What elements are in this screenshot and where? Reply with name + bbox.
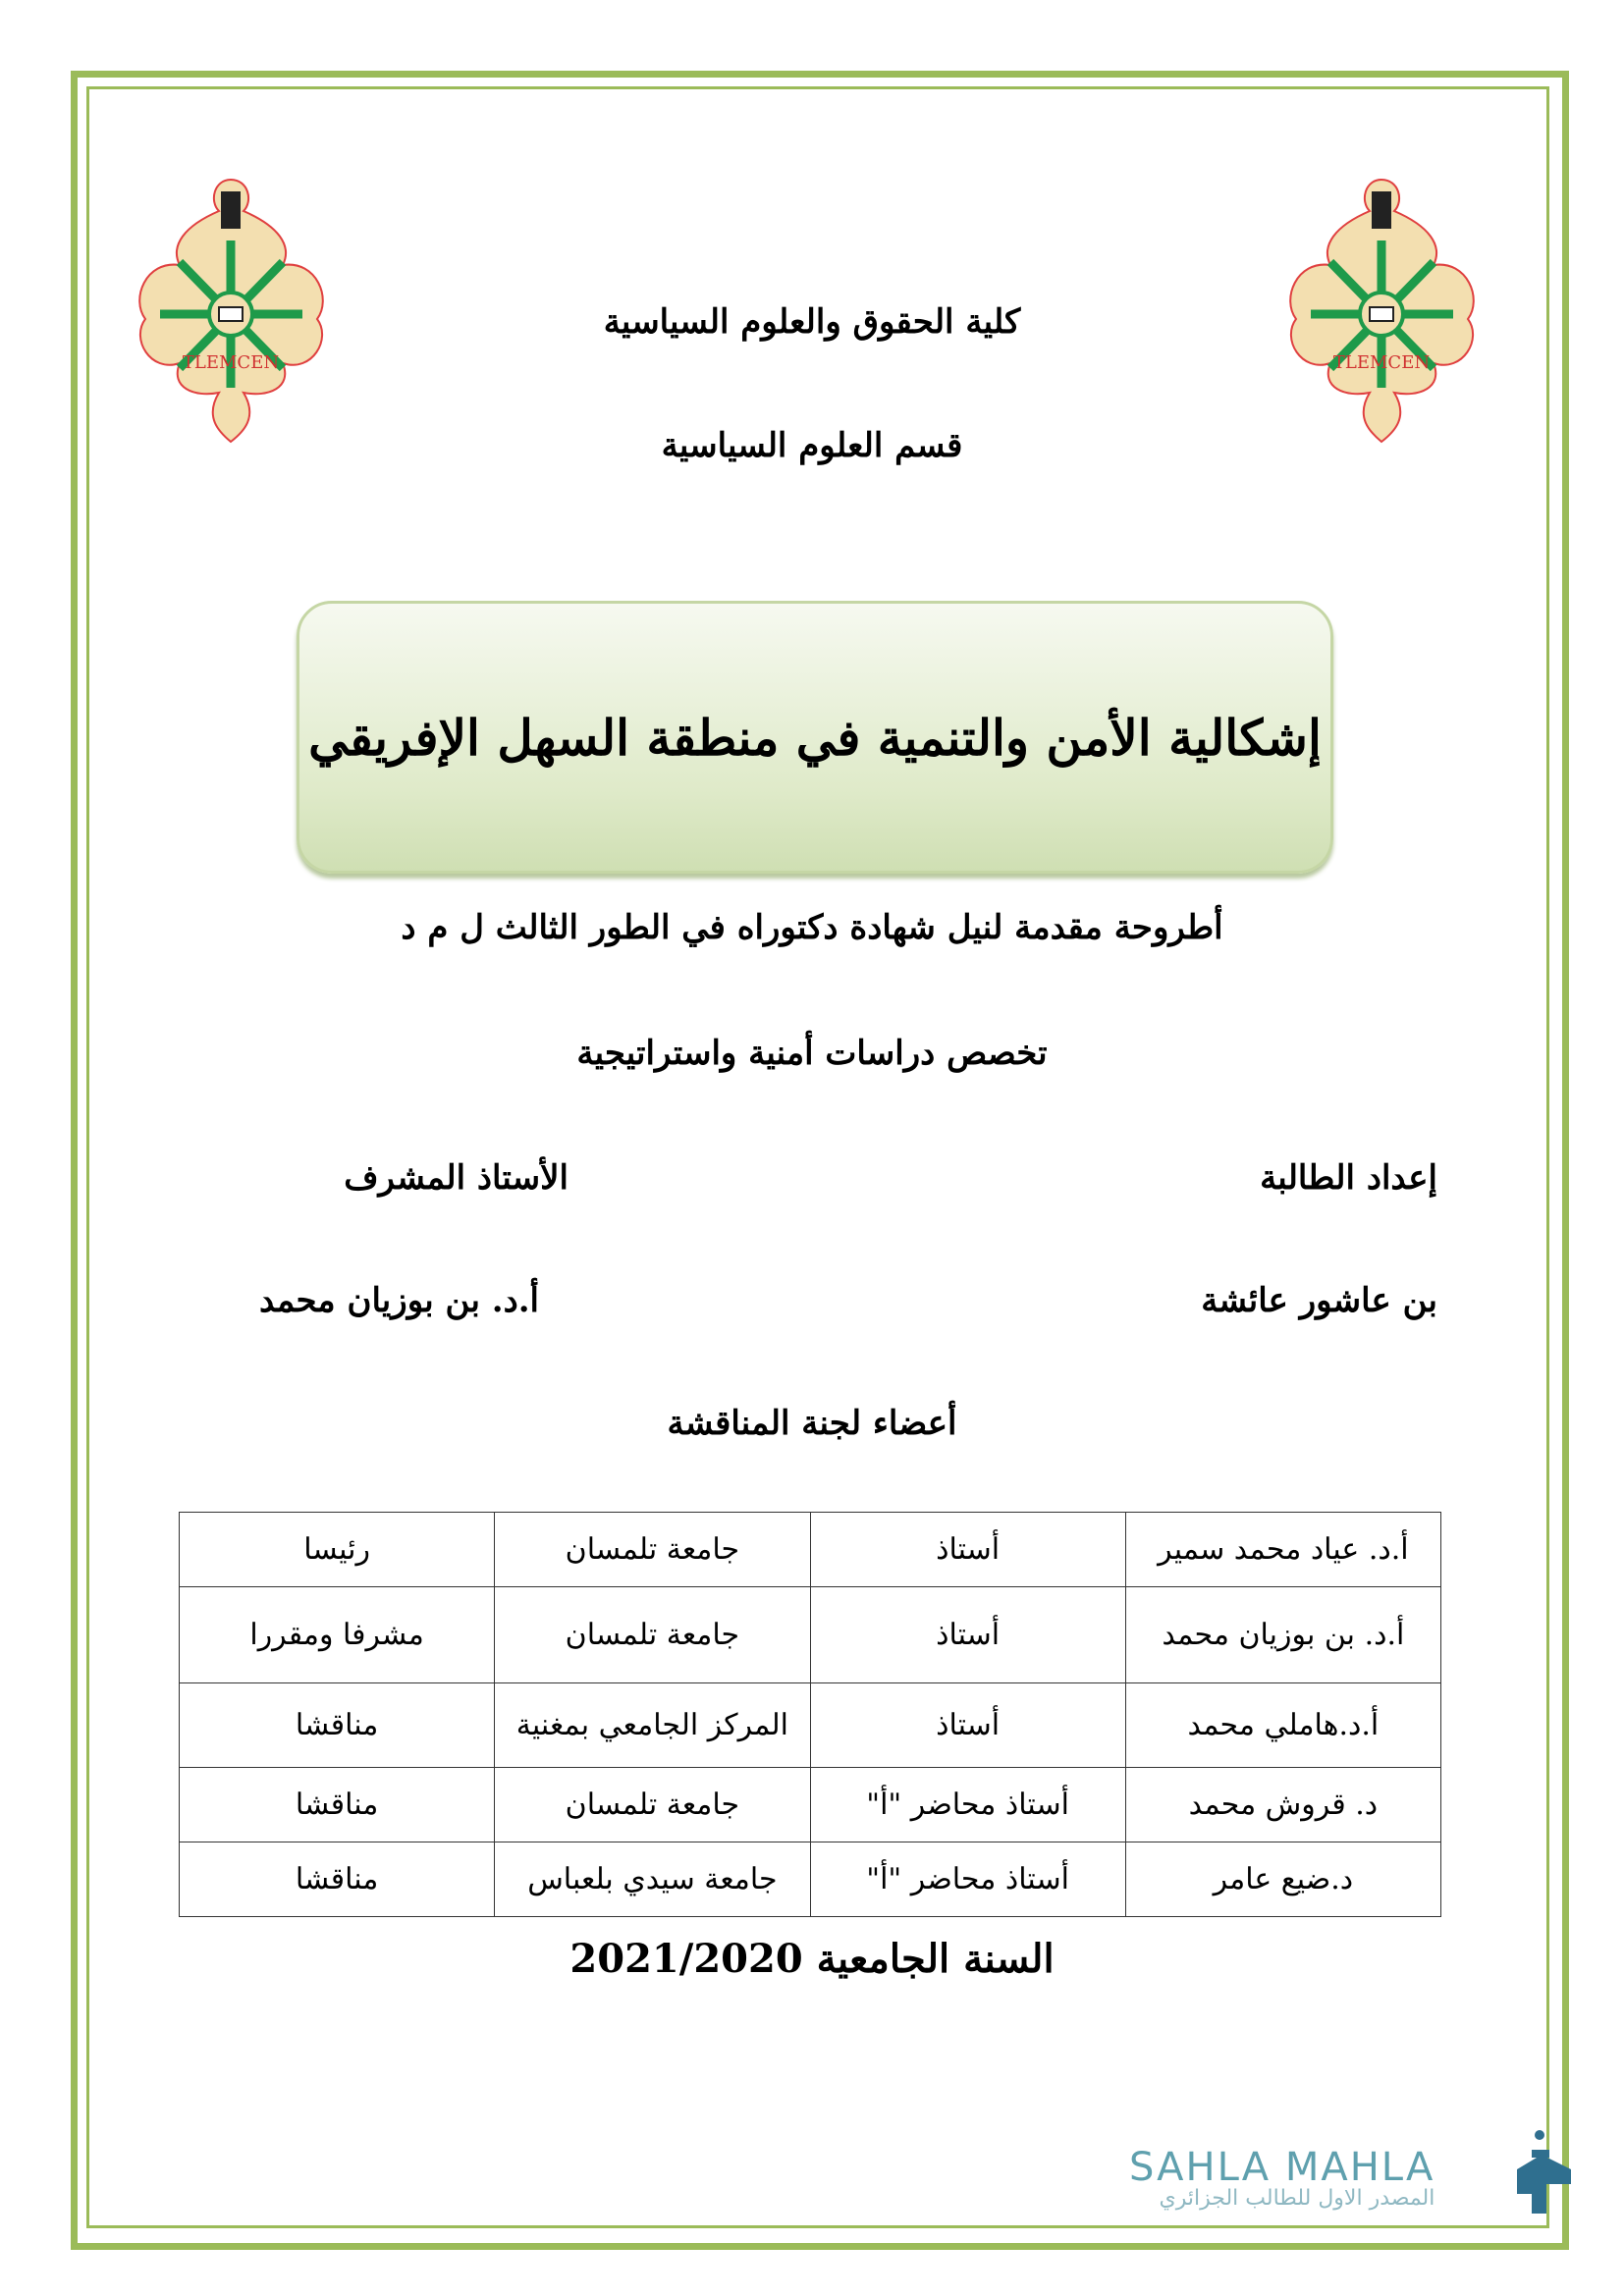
member-role: مناقشا — [180, 1842, 495, 1917]
watermark-name: SAHLA MAHLA — [1129, 2145, 1435, 2190]
student-name: بن عاشور عائشة — [1201, 1281, 1437, 1320]
committee-heading: أعضاء لجنة المناقشة — [667, 1404, 957, 1443]
thesis-title-box — [297, 601, 1333, 874]
academic-year: السنة الجامعية 2021/2020 — [569, 1936, 1055, 1982]
member-role: رئيسا — [180, 1513, 495, 1587]
member-name: أ.د. عياد محمد سمير — [1125, 1513, 1440, 1587]
member-name: د. قروش محمد — [1125, 1768, 1440, 1842]
faculty-name: كلية الحقوق والعلوم السياسية — [603, 302, 1021, 342]
student-label: إعداد الطالبة — [1260, 1158, 1437, 1198]
member-institution: جامعة تلمسان — [495, 1513, 810, 1587]
table-row — [180, 1683, 1441, 1768]
sahla-mahla-logo-icon — [1512, 2125, 1581, 2223]
member-name: أ.د.هاملي محمد — [1125, 1683, 1440, 1768]
member-name: د.ضيع عامر — [1125, 1842, 1440, 1917]
supervisor-label: الأستاذ المشرف — [344, 1158, 568, 1198]
member-institution: جامعة تلمسان — [495, 1587, 810, 1683]
member-rank: أستاذ — [810, 1513, 1125, 1587]
table-row — [180, 1587, 1441, 1683]
sahla-mahla-watermark — [1129, 2145, 1435, 2211]
member-institution: المركز الجامعي بمغنية — [495, 1683, 810, 1768]
table-row — [180, 1513, 1441, 1587]
department-name: قسم العلوم السياسية — [661, 426, 963, 465]
member-rank: أستاذ محاضر "أ" — [810, 1768, 1125, 1842]
thesis-title: إشكالية الأمن والتنمية في منطقة السهل الإفريقي — [308, 708, 1322, 767]
supervisor-name: أ.د. بن بوزيان محمد — [258, 1281, 539, 1320]
member-rank: أستاذ محاضر "أ" — [810, 1842, 1125, 1917]
member-rank: أستاذ — [810, 1683, 1125, 1768]
svg-text:TLEMCEN: TLEMCEN — [182, 352, 280, 373]
member-rank: أستاذ — [810, 1587, 1125, 1683]
member-role: مشرفا ومقررا — [180, 1587, 495, 1683]
member-name: أ.د. بن بوزيان محمد — [1125, 1587, 1440, 1683]
member-role: مناقشا — [180, 1683, 495, 1768]
table-row — [180, 1768, 1441, 1842]
member-institution: جامعة تلمسان — [495, 1768, 810, 1842]
thesis-subtitle: أطروحة مقدمة لنيل شهادة دكتوراه في الطور الثالث ل م د — [401, 908, 1223, 947]
member-institution: جامعة سيدي بلعباس — [495, 1842, 810, 1917]
specialty: تخصص دراسات أمنية واستراتيجية — [576, 1034, 1048, 1073]
member-role: مناقشا — [180, 1768, 495, 1842]
watermark-tagline: المصدر الاول للطالب الجزائري — [1159, 2186, 1435, 2211]
svg-text:TLEMCEN: TLEMCEN — [1332, 352, 1431, 373]
table-row — [180, 1842, 1441, 1917]
committee-table — [179, 1512, 1441, 1917]
